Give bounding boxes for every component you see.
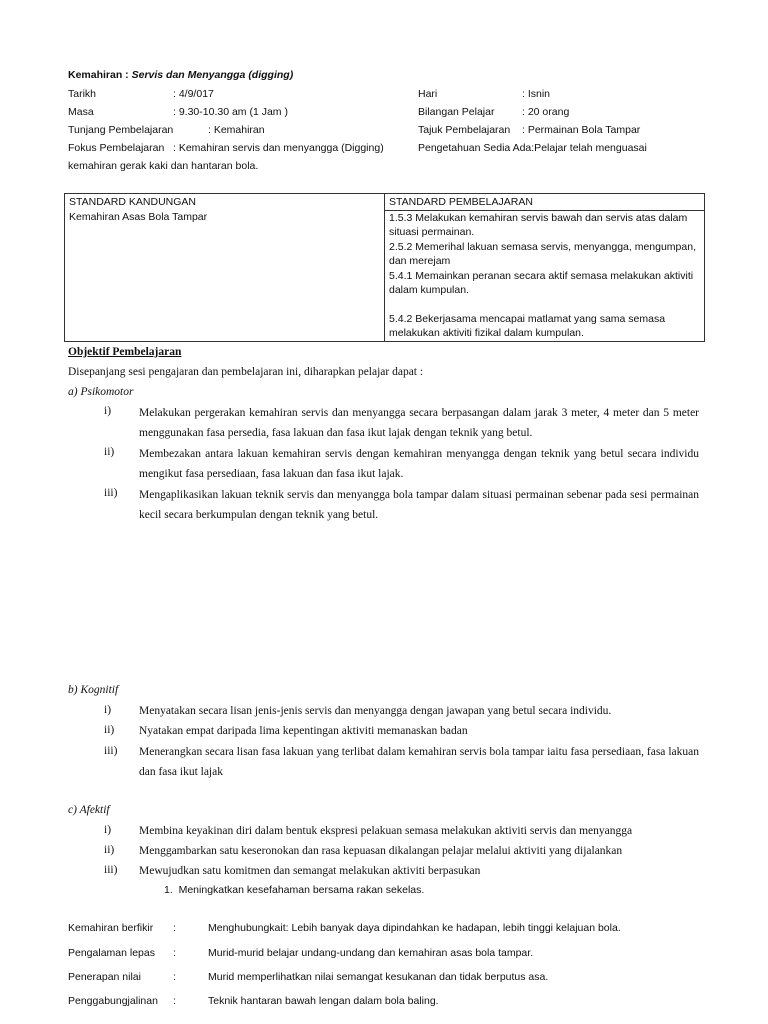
detail-label: Penggabungjalinan <box>68 995 158 1007</box>
sedia-ada-continuation: kemahiran gerak kaki dan hantaran bola. <box>68 160 259 172</box>
kognitif-item: Nyatakan empat daripada lima kepentingan aktiviti memanaskan badan <box>139 725 468 737</box>
detail-colon: : <box>173 947 176 959</box>
kognitif-item: Menerangkan secara lisan fasa lakuan yang terlibat dalam kemahiran servis bola tampar iaitu fasa persediaan, fasa lakuan dan fasa ikut lajak <box>139 746 699 778</box>
standard-item: 1.5.3 Melakukan kemahiran servis bawah dan servis atas dalam situasi permainan. <box>389 211 688 238</box>
detail-value: Murid-murid belajar undang-undang dan kemahiran asas bola tampar. <box>208 947 534 959</box>
item-number: ii) <box>104 724 115 736</box>
standard-item: 5.4.1 Memainkan peranan secara aktif semasa melakukan aktiviti dalam kumpulan. <box>389 269 694 296</box>
afektif-item: Menggambarkan satu keseronokan dan rasa kepuasan dikalangan pelajar melalui aktiviti yang dijalankan <box>139 845 623 857</box>
standards-table <box>64 193 705 342</box>
pembelajaran-header: STANDARD PEMBELAJARAN <box>389 196 533 208</box>
detail-label: Pengalaman lepas <box>68 947 155 959</box>
detail-label: Penerapan nilai <box>68 971 141 983</box>
item-number: i) <box>104 824 112 836</box>
item-number: i) <box>104 405 112 417</box>
psikomotor-item: Melakukan pergerakan kemahiran servis dan menyangga secara berpasangan dalam jarak 3 meter, 4 meter dan 5 meter menggunakan fasa persedia, fasa lakuan dan fasa ikut lajak dengan teknik yang betul. <box>139 407 699 439</box>
detail-value: Teknik hantaran bawah lengan dalam bola baling. <box>208 995 439 1007</box>
detail-colon: : <box>173 922 176 934</box>
kandungan-value: Kemahiran Asas Bola Tampar <box>69 210 208 223</box>
item-number: iii) <box>104 864 118 876</box>
tunjang-value: : Kemahiran <box>208 124 265 136</box>
tarikh-value: : 4/9/017 <box>173 88 214 100</box>
bilangan-value: : 20 orang <box>522 106 570 118</box>
tunjang-label: Tunjang Pembelajaran <box>68 124 174 136</box>
tarikh-label: Tarikh <box>68 88 97 100</box>
psikomotor-item: Mengaplikasikan lakuan teknik servis dan menyangga bola tampar dalam situasi permainan sebenar pada sesi permainan kecil secara berkumpulan dengan teknik yang betul. <box>139 489 699 521</box>
afektif-item: Membina keyakinan diri dalam bentuk ekspresi pelakuan semasa melakukan aktiviti servis dan menyangga <box>139 825 633 837</box>
psikomotor-item: Membezakan antara lakuan kemahiran servis dengan kemahiran menyangga dengan teknik yang betul secara individu mengikut fasa persediaan, fasa lakuan dan fasa ikut lajak. <box>139 448 699 480</box>
kognitif-item: Menyatakan secara lisan jenis-jenis servis dan menyangga dengan jawapan yang betul secara individu. <box>139 705 612 717</box>
objektif-intro: Disepanjang sesi pengajaran dan pembelajaran ini, diharapkan pelajar dapat : <box>68 366 424 378</box>
objektif-heading: Objektif Pembelajaran <box>68 346 182 358</box>
sedia-ada-text: Pengetahuan Sedia Ada:Pelajar telah menguasai <box>418 142 647 154</box>
item-number: ii) <box>104 844 115 856</box>
fokus-label: Fokus Pembelajaran <box>68 142 165 154</box>
item-number: ii) <box>104 446 115 458</box>
detail-colon: : <box>173 995 176 1007</box>
detail-colon: : <box>173 971 176 983</box>
afektif-item: Mewujudkan satu komitmen dan semangat melakukan aktiviti berpasukan <box>139 865 481 877</box>
detail-value: Murid memperlihatkan nilai semangat kesukanan dan tidak berputus asa. <box>208 971 549 983</box>
pembelajaran-cell <box>385 194 705 342</box>
item-number: i) <box>104 704 112 716</box>
psikomotor-label: a) Psikomotor <box>68 386 134 398</box>
pembelajaran-items <box>385 210 704 341</box>
kandungan-header: STANDARD KANDUNGAN <box>69 196 196 208</box>
spacer <box>389 298 700 312</box>
item-number: iii) <box>104 487 118 499</box>
standard-item: 5.4.2 Bekerjasama mencapai matlamat yang sama semasa melakukan aktiviti fizikal dalam kumpulan. <box>389 312 666 339</box>
hari-value: : Isnin <box>522 88 551 100</box>
tajuk-label: Tajuk Pembelajaran <box>418 124 511 136</box>
afektif-sub-item: 1. Meningkatkan kesefahaman bersama rakan sekelas. <box>164 884 425 896</box>
tajuk-value: : Permainan Bola Tampar <box>522 124 641 136</box>
item-number: iii) <box>104 745 118 757</box>
table-row <box>65 194 705 342</box>
kandungan-cell <box>65 194 385 342</box>
standard-item: 2.5.2 Memerihal lakuan semasa servis, menyangga, mengumpan, dan merejam <box>389 240 696 267</box>
detail-value: Menghubungkait: Lebih banyak daya dipindahkan ke hadapan, lebih tinggi kelajuan bola. <box>208 922 621 934</box>
kognitif-label: b) Kognitif <box>68 684 119 696</box>
fokus-value: : Kemahiran servis dan menyangga (Digging) <box>173 142 384 154</box>
title-prefix: Kemahiran : <box>68 69 132 81</box>
masa-value: : 9.30-10.30 am (1 Jam ) <box>173 106 288 118</box>
afektif-label: c) Afektif <box>68 804 110 816</box>
hari-label: Hari <box>418 88 438 100</box>
lesson-title <box>68 69 293 81</box>
bilangan-label: Bilangan Pelajar <box>418 106 495 118</box>
detail-label: Kemahiran berfikir <box>68 922 154 934</box>
title-skill: Servis dan Menyangga (digging) <box>131 69 294 81</box>
masa-label: Masa <box>68 106 94 118</box>
